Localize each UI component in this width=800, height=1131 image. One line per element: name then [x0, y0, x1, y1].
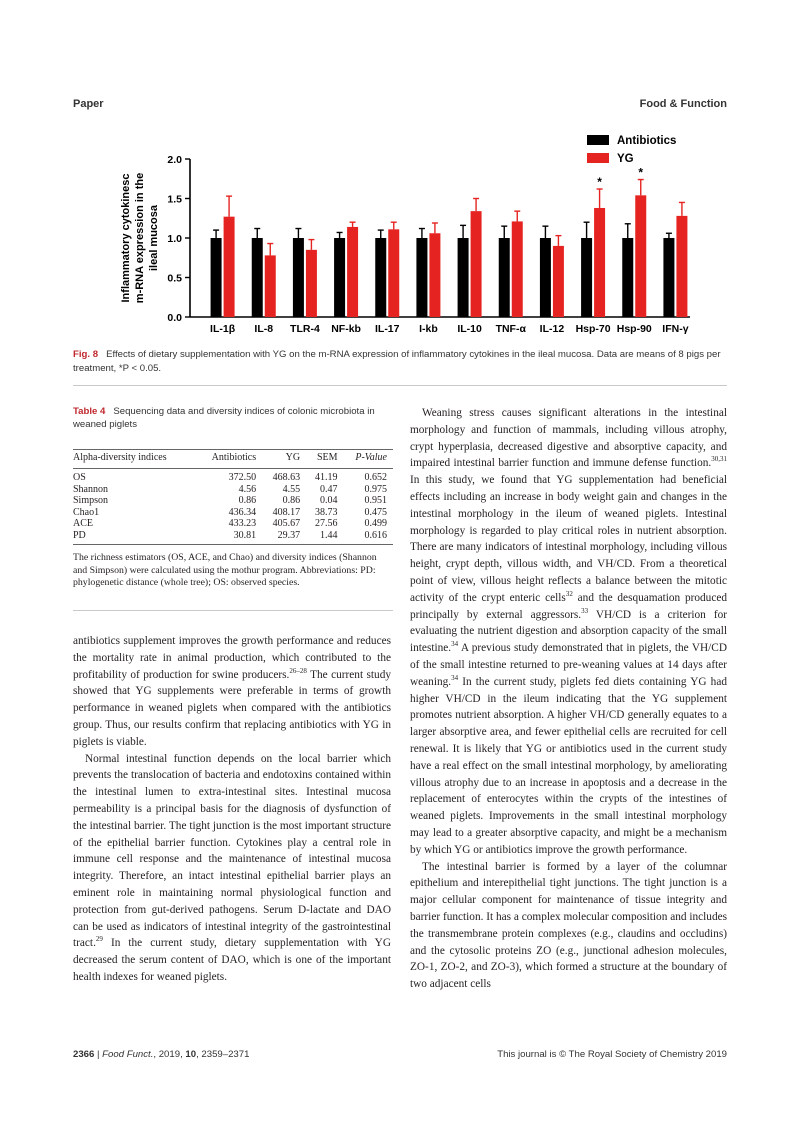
table-footnote: The richness estimators (OS, ACE, and Chao) and diversity indices (Shannon and Simpson) were calculated using the mothur program. Abbreviations: PD: phylogenetic distance (whole tree); OS: observed species.: [73, 552, 377, 588]
table-cell: 0.951: [364, 495, 387, 506]
paragraph: [410, 405, 727, 859]
legend-label: Antibiotics: [617, 135, 677, 147]
bar: [581, 238, 592, 317]
y-tick-label: 0.0: [167, 312, 182, 324]
table-cell: OS: [73, 472, 86, 483]
footer-copyright: This journal is © The Royal Society of Chemistry 2019: [497, 1049, 727, 1060]
table-cell: ACE: [73, 518, 93, 529]
x-tick-label: NF-kb: [331, 323, 361, 335]
table-rule: [73, 610, 393, 611]
footer-citation: 2366 | Food Funct., 2019, 10, 2359–2371: [73, 1049, 250, 1060]
table-cell: 0.975: [364, 483, 387, 495]
table-4: [73, 405, 393, 590]
x-tick-label: Hsp-70: [575, 323, 611, 335]
table-row: [73, 484, 393, 496]
figure-label: Fig. 8: [73, 349, 99, 360]
y-tick-label: 2.0: [167, 154, 182, 166]
paragraph: [73, 633, 391, 751]
table-cell: 0.652: [364, 472, 387, 483]
table-cell: 436.34: [228, 506, 257, 518]
paragraph-text: antibiotics supplement improves the growth performance and reduces the mortality rate in animal production, which contributed to the profitability of production for swine producers.: [73, 635, 391, 681]
bar: [252, 238, 263, 317]
table-cell: 1.44: [306, 530, 343, 545]
table-cell: 468.63: [272, 472, 301, 483]
table-cell: PD: [73, 530, 196, 545]
table-header-cell: Alpha-diversity indices: [73, 450, 196, 469]
table-cell: 0.47: [320, 483, 338, 495]
paragraph-text: In the current study, dietary supplementation with YG decreased the serum content of DAO, which is one of the important health indexes for weaned piglets.: [73, 937, 391, 983]
bar: [553, 246, 564, 317]
legend-label: YG: [617, 153, 634, 165]
table-row: [73, 495, 393, 507]
bar: [635, 195, 646, 317]
table-label: Table 4: [73, 406, 106, 417]
table-cell: 408.17: [272, 506, 301, 518]
table-cell: 0.86: [238, 495, 257, 506]
paragraph-text: and the desquamation produced principally by external aggressors.: [410, 591, 728, 621]
bar: [663, 238, 674, 317]
bar: [676, 216, 687, 317]
table-header-cell: Antibiotics: [196, 450, 262, 469]
table-cell: 4.55: [282, 483, 301, 495]
table-cell: 30.81: [196, 530, 262, 545]
table-row: [73, 518, 393, 530]
figure-rule: [73, 385, 727, 386]
y-tick-label: 1.0: [167, 233, 182, 245]
significance-marker: *: [638, 165, 644, 180]
citation: 26–28: [289, 666, 307, 675]
table-header-cell: YG: [262, 450, 306, 469]
table-caption: [73, 405, 393, 431]
legend-swatch: [587, 135, 609, 145]
bar: [293, 238, 304, 317]
bar: [512, 221, 523, 317]
citation: 33: [581, 606, 589, 615]
paragraph: [73, 751, 391, 986]
journal-pages: 2359–2371: [201, 1049, 250, 1060]
journal-name: Food Funct.: [102, 1049, 154, 1060]
x-tick-label: Hsp-90: [616, 323, 652, 335]
paragraph-text: A previous study demonstrated that in piglets, the VH/CD of the small intestine returned to pre-weaning values at 14 days after weaning.: [410, 642, 727, 688]
bar: [471, 211, 482, 317]
table-cell: 0.04: [320, 495, 338, 506]
y-tick-label: 0.5: [167, 272, 182, 285]
table-header-cell: P-Value: [344, 450, 393, 469]
bar: [306, 250, 317, 317]
x-tick-label: I-kb: [419, 323, 438, 335]
paragraph-text: In this study, we found that YG supplementation had beneficial effects including an increase in body weight gain and changes in the intestinal morphology in the ileum of weaned piglets. Intestinal morphology is regarded to play critical roles in nutrient absorption. There are many indicators of intestinal morphology, including villous height, crypt depth, villous width, and VH/CD. From a theoretical point of view, villous height reflects a balance between the mitotic activity of the crypt enteric cells: [410, 474, 727, 604]
bar: [265, 255, 276, 317]
y-axis-label: ileal mucosa: [148, 204, 160, 272]
citation: 34: [451, 673, 459, 682]
x-tick-label: IFN-γ: [662, 323, 689, 335]
figure-caption-text: Effects of dietary supplementation with YG on the m-RNA expression of inflammatory cytokines in the ileal mucosa. Data are means of 8 pigs per treatment, *P < 0.05.: [73, 349, 721, 374]
page-number: 2366: [73, 1049, 95, 1060]
figure-caption: [73, 348, 727, 376]
table-cell: Simpson: [73, 495, 109, 506]
table-cell: Chao1: [73, 506, 100, 518]
body-column-right: [410, 405, 727, 993]
bar: [622, 238, 633, 317]
x-tick-label: IL-12: [539, 323, 565, 335]
table-cell: 4.56: [238, 483, 257, 495]
bar: [458, 238, 469, 317]
x-tick-label: IL-8: [254, 323, 274, 335]
table-cell: 38.73: [315, 506, 338, 518]
x-tick-label: IL-17: [374, 323, 400, 335]
paragraph-text: VH/CD is a criterion for evaluating the nutrient digestion and absorption capacity of the small intestine.: [410, 608, 727, 655]
bar: [429, 233, 440, 317]
bar: [375, 238, 386, 317]
table-cell: 41.19: [315, 472, 338, 483]
bar: [347, 227, 358, 317]
bar: [224, 217, 235, 317]
bar: [416, 238, 427, 317]
bar: [211, 238, 222, 317]
journal-volume: 10: [185, 1049, 197, 1060]
table-row: [73, 530, 393, 545]
paragraph-text: The current study showed that YG supplements were preferable in terms of growth performance in weaned piglets when compared with the antibiotics group. Thus, our results confirm that replacing antibiotics with YG in piglets is viable.: [73, 668, 391, 748]
paragraph-text: In the current study, piglets fed diets containing YG had higher VH/CD in the ileum indicating that the YG supplement promotes nutrient absorption. A higher VH/CD generally equates to a larger absorptive area, and fewer epithelial cells are recruited for cell renewal. It is likely that YG or antibiotics used in the current study have a real effect on the small intestinal morphology, by ameliorating villous atrophy due to an increase in apoptosis and a decrease in the replacement of enterocytes within the crypts of the intestines of weaned piglets. Improvements in the small intestinal morphology may lead to a greater absorptive capacity, and might be a mechanism by which YG or antibiotics improve the growth performance.: [410, 675, 727, 856]
table-row: [73, 469, 393, 484]
table-cell: Shannon: [73, 483, 108, 495]
table-header-row: [73, 450, 393, 469]
citation: 32: [565, 590, 573, 598]
table-cell: 372.50: [228, 472, 257, 483]
y-axis-label: m-RNA expression in the: [134, 172, 146, 304]
significance-marker: *: [597, 175, 602, 190]
table-row: [73, 507, 393, 519]
bar: [594, 208, 605, 317]
table-cell: 29.37: [262, 530, 306, 545]
table-cell: 0.616: [344, 530, 393, 545]
citation: 30,31: [711, 455, 727, 464]
body-column-left: [73, 633, 391, 986]
table-cell: 405.67: [272, 518, 301, 529]
y-axis-label: Inflammatory cytokinesc: [120, 173, 132, 303]
bar: [388, 229, 399, 317]
citation: 29: [95, 935, 103, 944]
table-cell: 27.56: [315, 518, 338, 529]
diversity-table: [73, 449, 393, 545]
legend-swatch: [587, 153, 609, 163]
running-header-right: Food & Function: [639, 98, 727, 110]
table-cell: 433.23: [228, 518, 257, 529]
x-tick-label: IL-10: [457, 323, 482, 335]
citation: 34: [451, 640, 459, 649]
table-cell: 0.499: [364, 518, 387, 529]
paragraph-text: Normal intestinal function depends on the local barrier which prevents the translocation of bacteria and endotoxins contained within the intestinal lumen to extra-intestinal sites. Intestinal mucosa permeability is a principal basis for the diagnosis of dysfunction of the intestinal barrier. The tight junction is the most important structure of the epithelial barrier function. Cytokines play a central role in immune cell response and the maintenance of intestinal mucosa integrity. Therefore, an intact intestinal epithelial barrier plays an eminent role in maintaining normal physiological function and protection from gut-derived pathogens. Serum D-lactate and DAO can be used as indicators of intestinal integrity of the gastrointestinal tract.: [73, 752, 391, 950]
bar: [334, 238, 345, 317]
table-cell: 0.475: [364, 506, 387, 518]
paragraph: [410, 859, 727, 993]
x-tick-label: IL-1β: [210, 323, 236, 335]
paragraph-text: The intestinal barrier is formed by a layer of the columnar epithelium and interepithelial tight junctions. The tight junction is a major cellular component for maintenance of tissue integrity and barrier function. It has a complex molecular composition and includes the transmembrane protein complexes (e.g., claudins and occludins) and the cytosolic proteins ZO (e.g., junctional adhesion molecules, ZO-1, ZO-2, and ZO-3), which formed a structure at the boundary of two adjacent cells: [410, 860, 727, 991]
y-tick-label: 1.5: [167, 193, 182, 206]
table-caption-text: Sequencing data and diversity indices of colonic microbiota in weaned piglets: [73, 406, 375, 430]
figure-8-bar-chart: [0, 125, 800, 345]
bar: [499, 238, 510, 317]
running-header-left: Paper: [73, 98, 104, 110]
bar: [540, 238, 551, 317]
x-tick-label: TNF-α: [495, 323, 526, 335]
x-tick-label: TLR-4: [290, 323, 320, 335]
paragraph-text: Weaning stress causes significant alterations in the intestinal morphology and function of mammals, including villous atrophy, crypt hyperplasia, decreased digestive and absorptive capacity, and impaired intestinal barrier function and immune defense function.: [410, 407, 727, 470]
table-header-cell: SEM: [306, 450, 343, 469]
table-cell: 0.86: [282, 495, 301, 506]
journal-year: 2019: [158, 1049, 181, 1060]
